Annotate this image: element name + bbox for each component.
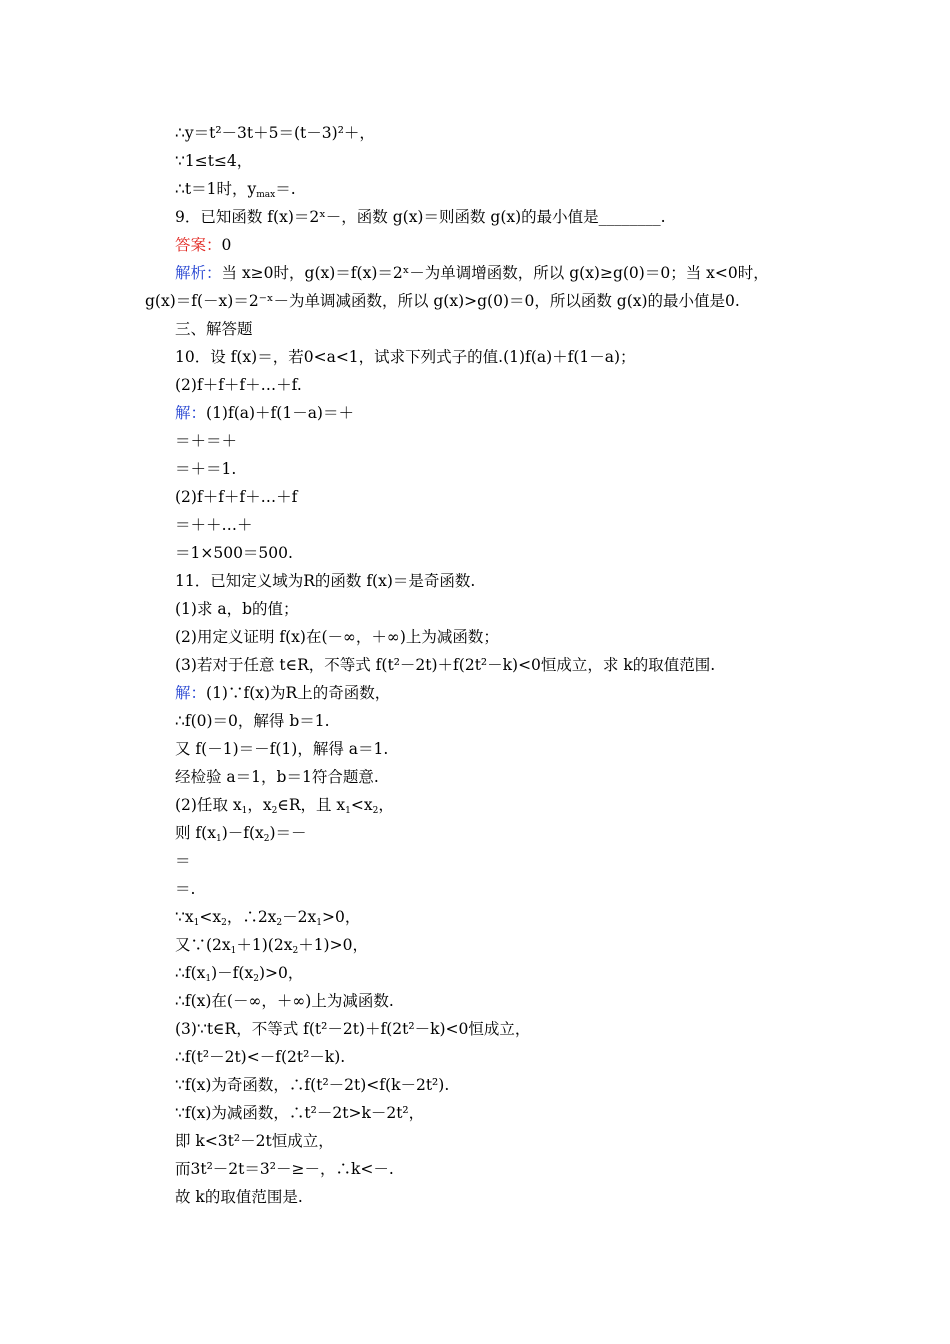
text-segment: (2)用定义证明 f(x)在(－∞，＋∞)上为减函数； [175, 628, 499, 646]
text-segment: )－f(x [221, 824, 264, 842]
text-line [175, 655, 715, 675]
text-line [175, 151, 252, 171]
text-segment: ，∴2x [226, 908, 277, 926]
subscript: 1 [205, 974, 212, 984]
text-segment: ＋1)(2x [236, 936, 293, 954]
subscript: 1 [215, 834, 222, 844]
subscript: 2 [253, 974, 259, 984]
text-segment: 又 f(－1)＝－f(1)，解得 a＝1. [175, 740, 389, 758]
text-segment: )>0， [258, 964, 304, 982]
solution-label: 解析： [175, 264, 222, 282]
text-segment: ，x [247, 796, 272, 814]
text-segment: >0， [322, 908, 361, 926]
text-segment: 三、解答题 [175, 320, 253, 338]
text-segment: <x [199, 908, 222, 926]
solution-label: 解： [175, 684, 207, 702]
subscript: 2 [263, 834, 270, 844]
text-line [175, 1187, 303, 1207]
text-segment: (1)f(a)＋f(1－a)＝＋ [206, 404, 354, 422]
text-segment: ∴t＝1时，y [175, 180, 257, 198]
subscript: 2 [372, 806, 379, 816]
text-segment: 则 f(x [175, 824, 216, 842]
text-segment: (2)任取 x [175, 796, 242, 814]
text-segment: ∴f(t²－2t)<－f(2t²－k). [175, 1048, 346, 1066]
text-line [175, 487, 297, 507]
text-line [175, 851, 191, 871]
text-line [175, 179, 296, 199]
text-line [175, 263, 769, 283]
text-line [175, 795, 394, 815]
text-line [175, 123, 375, 143]
text-segment: (3)∵t∈R，不等式 f(t²－2t)＋f(2t²－k)<0恒成立， [175, 1020, 531, 1038]
subscript: 1 [345, 806, 351, 816]
text-segment: －2x [282, 908, 317, 926]
text-segment: ＋1)>0， [298, 936, 368, 954]
answer-label: 答案： [175, 236, 222, 254]
text-segment: 10．设 f(x)＝，若0<a<1，试求下列式子的值.(1)f(a)＋f(1－a)； [175, 348, 636, 366]
text-line [175, 235, 231, 255]
text-segment: ∴y＝t²－3t＋5＝(t－3)²＋， [175, 124, 375, 142]
text-line [175, 571, 475, 591]
text-line [175, 375, 302, 395]
text-line [175, 823, 307, 843]
text-segment: 经检验 a＝1，b＝1符合题意. [175, 768, 379, 786]
text-line [175, 431, 237, 451]
text-line [175, 319, 253, 339]
text-segment: ＝. [175, 880, 196, 898]
text-segment: 而3t²－2t＝3²－≥－，∴k<－. [175, 1160, 394, 1178]
text-segment: (1)求 a，b的值； [175, 600, 299, 618]
text-line [175, 1075, 449, 1095]
text-line [175, 711, 330, 731]
text-line [175, 459, 236, 479]
text-segment: ∴f(x)在(－∞，＋∞)上为减函数. [175, 992, 394, 1010]
text-line [175, 991, 394, 1011]
text-line [175, 767, 379, 787]
text-line [175, 1047, 345, 1067]
text-line [175, 683, 390, 703]
subscript: 2 [221, 918, 227, 928]
text-segment: 即 k<3t²－2t恒成立， [175, 1132, 334, 1150]
text-segment: 11．已知定义域为R的函数 f(x)＝是奇函数. [175, 572, 476, 590]
text-segment: ＝＋＋…＋ [175, 516, 253, 534]
text-line [175, 543, 293, 563]
text-segment: ＝1×500＝500. [175, 544, 293, 562]
text-segment: ∈R，且 x [277, 796, 346, 814]
text-line [175, 1103, 424, 1123]
text-line [175, 627, 499, 647]
subscript: 1 [193, 918, 200, 928]
text-line [175, 515, 253, 535]
solution-label: 解： [175, 404, 207, 422]
text-line [175, 1131, 334, 1151]
subscript: 2 [276, 918, 283, 928]
text-line [145, 291, 740, 311]
text-line [175, 1019, 530, 1039]
text-segment: ∵x [175, 908, 194, 926]
text-line [175, 739, 388, 759]
text-line [175, 403, 354, 423]
subscript: 2 [292, 946, 299, 956]
subscript: 1 [316, 918, 322, 928]
text-segment: ∴f(x [175, 964, 206, 982]
text-segment: ， [378, 796, 394, 814]
text-line [175, 935, 368, 955]
text-segment: 0 [221, 236, 232, 254]
text-segment: ＝ [175, 852, 191, 870]
text-line [175, 963, 303, 983]
text-segment: <x [350, 796, 373, 814]
text-segment: ∵1≤t≤4， [175, 152, 253, 170]
text-segment: (1)∵f(x)为R上的奇函数， [206, 684, 391, 702]
text-segment: (2)f＋f＋f＋…＋f [175, 488, 298, 506]
text-line [175, 207, 666, 227]
text-segment: ∵f(x)为减函数，∴t²－2t>k－2t²， [175, 1104, 425, 1122]
text-segment: g(x)＝f(－x)＝2⁻ˣ－为单调减函数，所以 g(x)>g(0)＝0，所以函数 g(x)的最小值是0. [145, 292, 740, 310]
text-segment: )＝－ [269, 824, 307, 842]
text-segment: ∵f(x)为奇函数，∴f(t²－2t)<f(k－2t²). [175, 1076, 450, 1094]
text-line [175, 907, 360, 927]
subscript: 2 [271, 806, 278, 816]
text-line [175, 1159, 394, 1179]
text-segment: 又∵(2x [175, 936, 231, 954]
text-segment: (3)若对于任意 t∈R，不等式 f(t²－2t)＋f(2t²－k)<0恒成立，求 k的取值范围. [175, 656, 716, 674]
text-segment: 故 k的取值范围是. [175, 1188, 303, 1206]
text-segment: ＝＋＝＋ [175, 432, 238, 450]
text-line [175, 599, 299, 619]
subscript: 1 [241, 806, 248, 816]
text-segment: )－f(x [211, 964, 254, 982]
subscript: max [256, 190, 276, 200]
text-segment: ∴f(0)＝0，解得 b＝1. [175, 712, 330, 730]
text-segment: (2)f＋f＋f＋…＋f. [175, 376, 302, 394]
text-segment: 当 x≥0时，g(x)＝f(x)＝2ˣ－为单调增函数，所以 g(x)≥g(0)＝0；当 x<0时， [221, 264, 769, 282]
text-segment: 9．已知函数 f(x)＝2ˣ－，函数 g(x)＝则函数 g(x)的最小值是________. [175, 208, 666, 226]
subscript: 1 [230, 946, 237, 956]
text-line [175, 347, 636, 367]
text-line [175, 879, 195, 899]
text-segment: ＝＋＝1. [175, 460, 237, 478]
text-segment: ＝. [275, 180, 296, 198]
